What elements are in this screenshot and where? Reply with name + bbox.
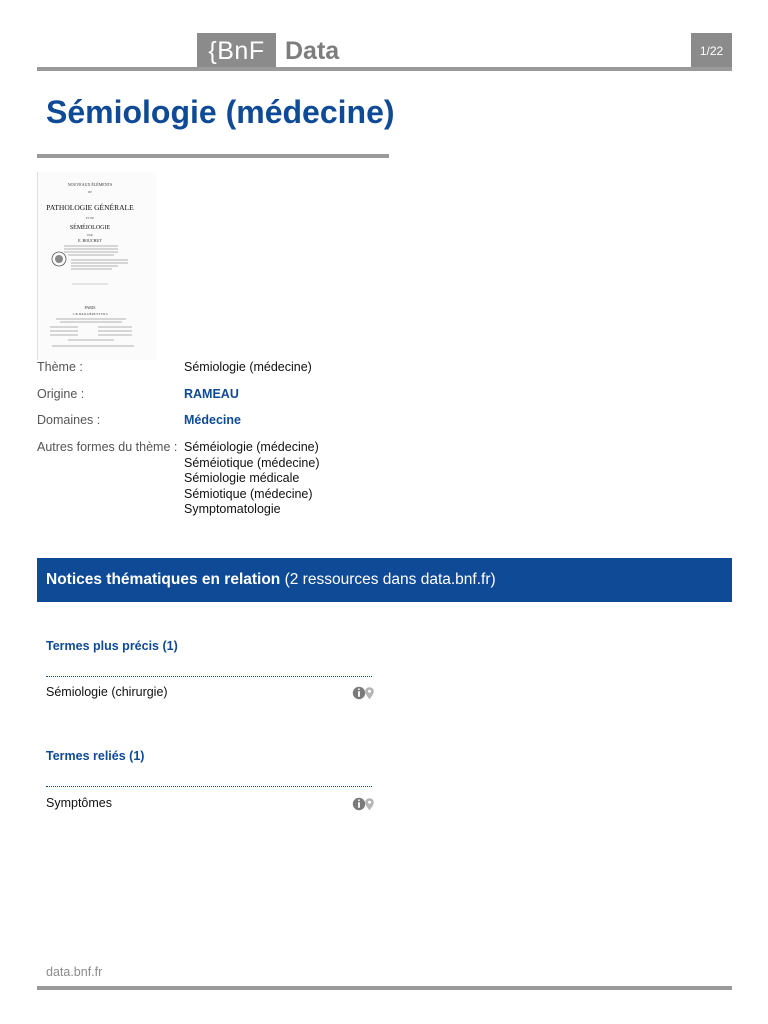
section-divider [46, 786, 372, 787]
other-form-item: Séméiologie (médecine) [184, 440, 319, 454]
info-circle-icon[interactable] [353, 798, 365, 810]
related-term-link[interactable]: Sémiologie (chirurgie) [46, 685, 168, 699]
header-rule [37, 67, 732, 71]
cover-line-1: NOUVEAUX ÉLÉMENTS [67, 182, 113, 187]
cover-line-6: PAR [87, 233, 93, 237]
banner-title: Notices thématiques en relation [46, 571, 281, 588]
other-forms-list [184, 440, 320, 518]
other-form-item: Séméiotique (médecine) [184, 455, 320, 470]
book-cover-thumbnail [37, 172, 156, 360]
cover-city: PARIS [84, 305, 96, 310]
section-title-narrower-terms: Termes plus précis (1) [46, 639, 178, 653]
info-circle-icon[interactable] [353, 687, 365, 699]
banner-count: (2 ressources dans data.bnf.fr) [284, 571, 496, 588]
cover-line-3: PATHOLOGIE GÉNÉRALE [46, 203, 134, 212]
cover-line-5: SÉMÉIOLOGIE [69, 225, 111, 231]
theme-value: Sémiologie (médecine) [184, 360, 312, 374]
cover-emblem [52, 252, 66, 266]
origin-link[interactable]: RAMEAU [184, 387, 239, 401]
page-title: Sémiologie (médecine) [46, 94, 395, 130]
page-header [37, 33, 732, 71]
list-item[interactable] [46, 796, 376, 814]
cover-line-2: DE [88, 190, 92, 194]
other-form-item: Sémiotique (médecine) [184, 486, 313, 501]
bnf-logo[interactable]: {BnF [197, 33, 276, 69]
other-forms-label: Autres formes du thème : [37, 440, 178, 454]
cover-line-7: E. BOUCHUT [78, 238, 102, 243]
cover-publisher: J.-B. BAILLIÈRE ET FILS [72, 312, 108, 316]
section-divider [46, 676, 372, 677]
cover-line-4: ET DE [85, 216, 95, 220]
item-actions [352, 797, 376, 813]
list-item[interactable] [46, 685, 376, 703]
section-title-related-terms: Termes reliés (1) [46, 749, 145, 763]
related-notices-banner [37, 558, 732, 602]
page-counter: 1/22 [691, 33, 732, 69]
theme-label: Thème : [37, 360, 83, 374]
footer-site-link[interactable]: data.bnf.fr [46, 965, 103, 979]
origin-label: Origine : [37, 387, 85, 401]
footer-rule [37, 986, 732, 990]
brand-data-label: Data [285, 37, 340, 65]
map-pin-icon[interactable] [365, 798, 374, 810]
map-pin-icon[interactable] [365, 687, 374, 699]
other-form-item: Symptomatologie [184, 502, 281, 516]
item-actions [352, 686, 376, 702]
title-rule [37, 154, 389, 158]
domain-link[interactable]: Médecine [184, 413, 241, 427]
book-cover-illustration [38, 172, 156, 360]
related-term-link[interactable]: Symptômes [46, 796, 112, 810]
domains-label: Domaines : [37, 413, 101, 427]
other-form-item: Sémiologie médicale [184, 471, 300, 485]
